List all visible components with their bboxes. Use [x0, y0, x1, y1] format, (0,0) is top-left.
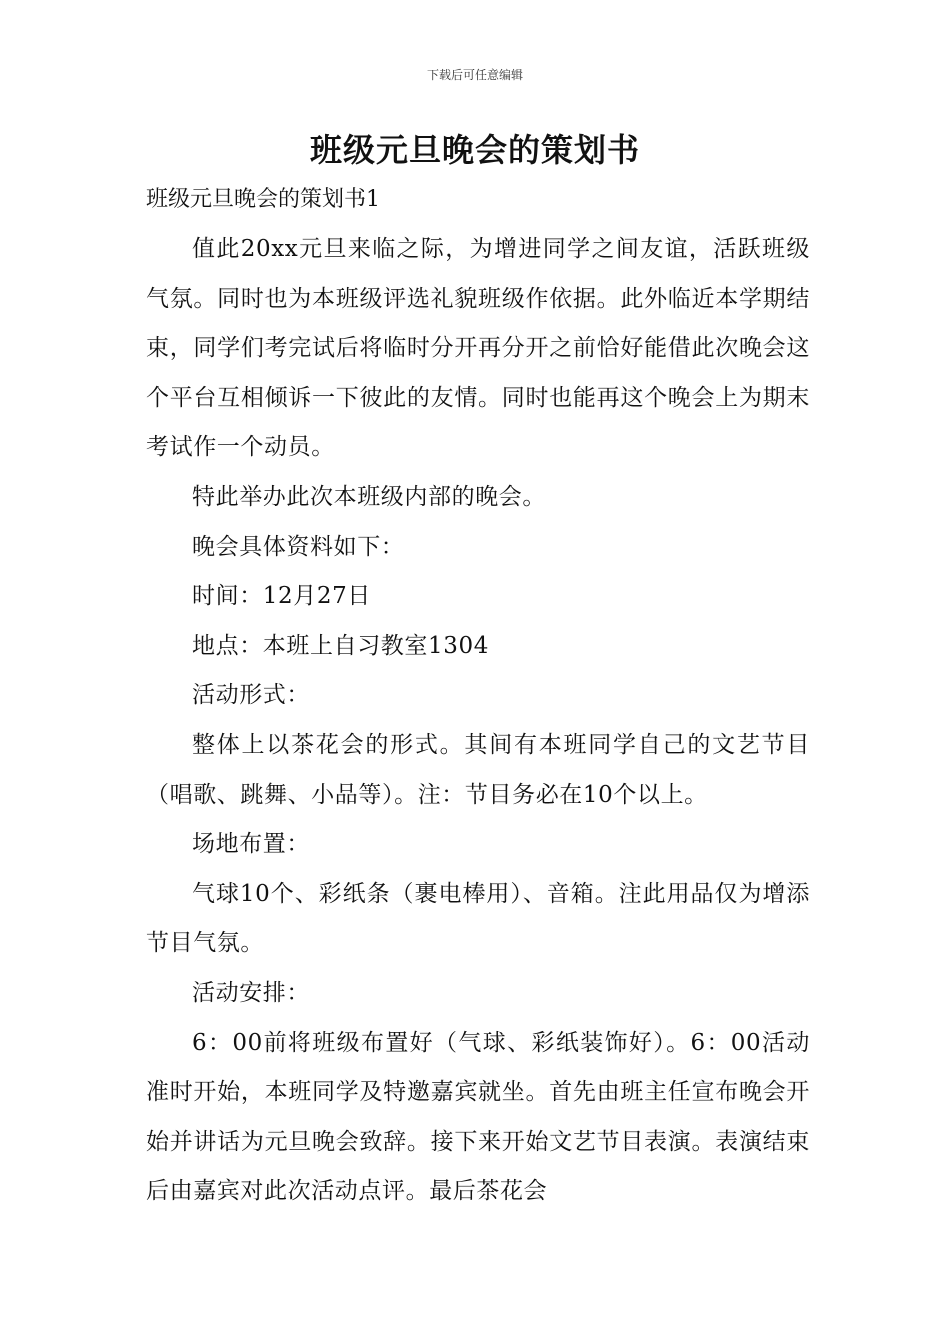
paragraph-purpose: 特此举办此次本班级内部的晚会。: [192, 483, 546, 510]
document-subtitle: 班级元旦晚会的策划书1: [146, 187, 380, 212]
paragraph-schedule-heading: 活动安排：: [192, 979, 310, 1006]
paragraph-venue: 气球10个、彩纸条（裹电棒用）、音箱。注此用品仅为增添节目气氛。: [146, 880, 810, 957]
document-title: 班级元旦晚会的策划书: [309, 131, 640, 169]
paragraph-location: 地点：本班上自习教室1304: [192, 632, 489, 659]
paragraph-format-heading: 活动形式：: [192, 682, 310, 709]
header-note: 下载后可任意编辑: [426, 68, 523, 82]
paragraph-format: 整体上以茶花会的形式。其间有本班同学自己的文艺节目（唱歌、跳舞、小品等）。注：节目务必在10个以上。: [146, 731, 810, 808]
paragraph-intro: 值此20xx元旦来临之际，为增进同学之间友谊，活跃班级气氛。同时也为本班级评选礼貌班级作依据。此外临近本学期结束，同学们考完试后将临时分开再分开之前恰好能借此次晚会这个平台互相倾诉一下彼此的友情。同时也能再这个晚会上为期末考试作一个动员。: [146, 236, 810, 461]
paragraph-schedule: 6：00前将班级布置好（气球、彩纸装饰好）。6：00活动准时开始，本班同学及特邀嘉宾就坐。首先由班主任宣布晚会开始并讲话为元旦晚会致辞。接下来开始文艺节目表演。表演结束后由嘉宾对此次活动点评。最后茶花会: [146, 1029, 810, 1205]
document-body: [146, 225, 810, 1217]
paragraph-details-heading: 晚会具体资料如下：: [192, 533, 405, 560]
paragraph-time: 时间：12月27日: [192, 583, 371, 610]
paragraph-venue-heading: 场地布置：: [192, 831, 310, 858]
